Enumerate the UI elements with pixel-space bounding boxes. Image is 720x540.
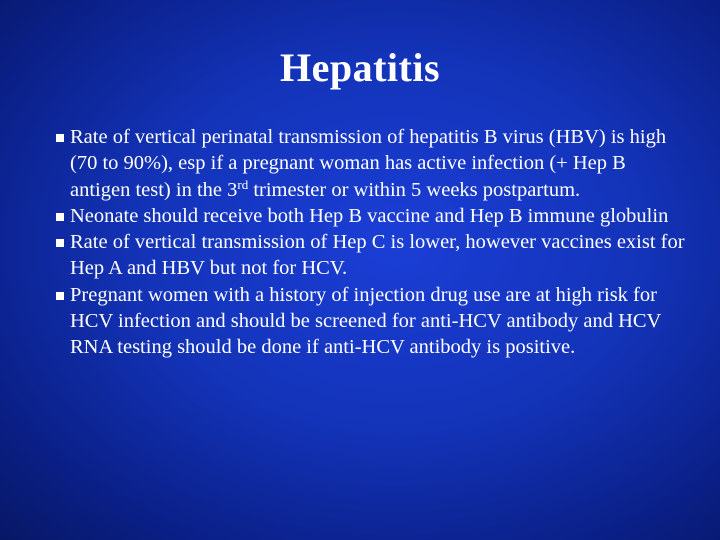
bullet-item-4 <box>56 282 686 361</box>
bullet-item-3 <box>56 229 686 282</box>
bullet-text-3: Rate of vertical transmission of Hep C is lower, however vaccines exist for Hep A and HBV but not for HCV. <box>70 231 685 280</box>
bullet-text-1 <box>70 124 686 203</box>
superscript-ordinal: rd <box>237 176 249 192</box>
square-bullet-icon <box>56 292 70 300</box>
square-bullet-icon <box>56 213 70 221</box>
square-bullet-icon <box>56 134 70 142</box>
slide-title: Hepatitis <box>279 45 441 90</box>
bullet-text-4: Pregnant women with a history of injection drug use are at high risk for HCV infection and should be screened for anti-HCV antibody and HCV RNA testing should be done if anti-HCV antibody is positive. <box>70 283 661 359</box>
bullet-list <box>56 124 686 361</box>
bullet-item-1 <box>56 124 686 203</box>
bullet-text-1-end: trimester or within 5 weeks postpartum. <box>248 178 581 201</box>
bullet-text-1-start: Rate of vertical perinatal transmission of hepatitis B virus (HBV) is high (70 to 90%), esp if a pregnant woman has active infection (+ Hep B antigen test) in the 3 <box>70 126 667 201</box>
bullet-item-2 <box>56 203 686 229</box>
bullet-text-2: Neonate should receive both Hep B vaccine and Hep B immune globulin <box>70 204 669 227</box>
square-bullet-icon <box>56 239 70 247</box>
